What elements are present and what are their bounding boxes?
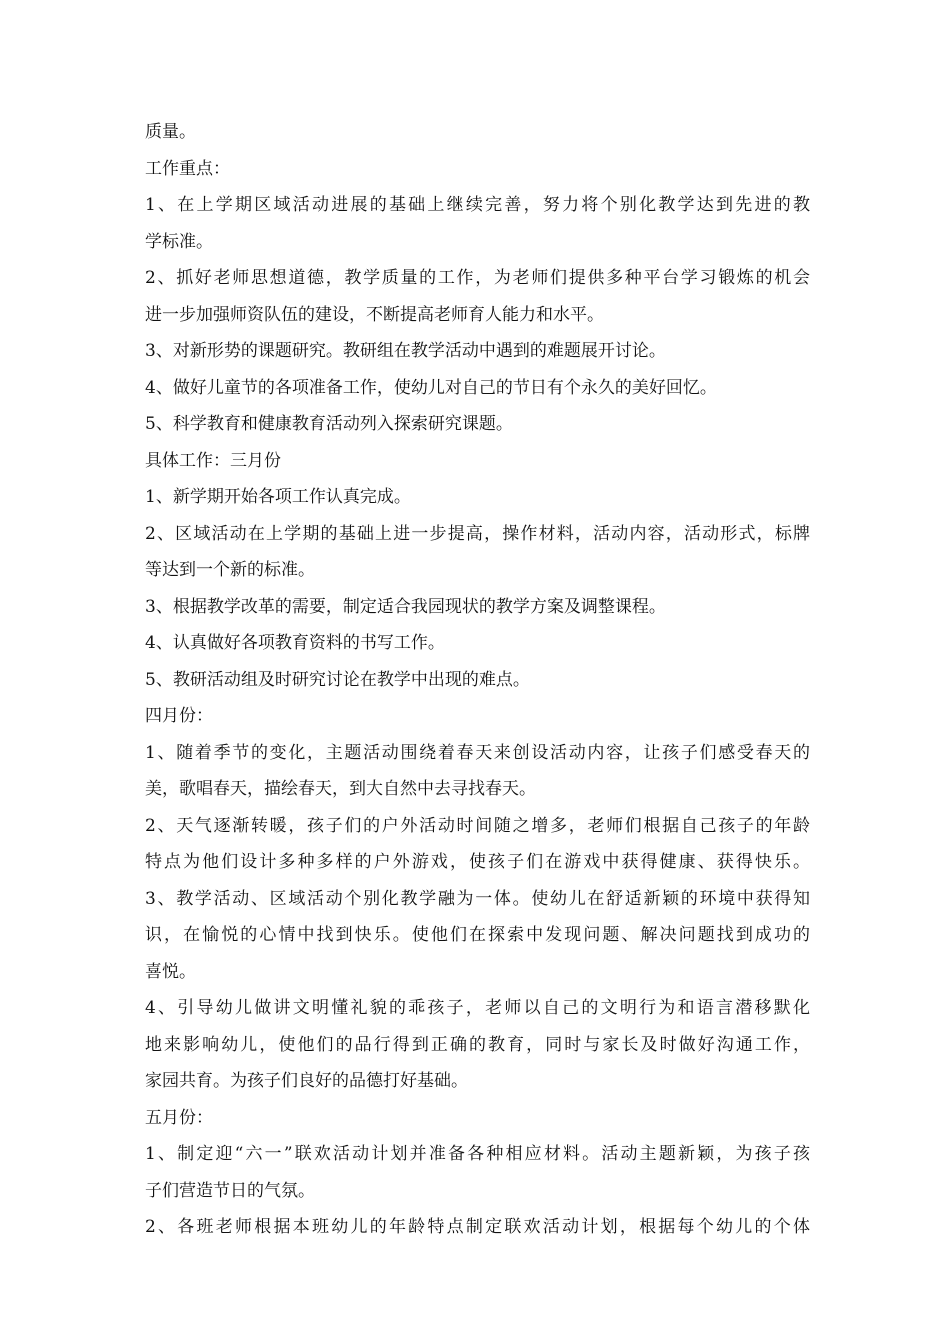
text-line: 2、各班老师根据本班幼儿的年龄特点制定联欢活动计划，根据每个幼儿的个体 [145, 1217, 810, 1237]
text-line: 工作重点： [145, 158, 230, 179]
text-line: 5、教研活动组及时研究讨论在教学中出现的难点。 [145, 669, 530, 690]
text-line: 3、教学活动、区域活动个别化教学融为一体。使幼儿在舒适新颖的环境中获得知 [145, 888, 810, 909]
text-line: 4、引导幼儿做讲文明懂礼貌的乖孩子，老师以自己的文明行为和语言潜移默化 [145, 998, 810, 1018]
text-line: 4、做好儿童节的各项准备工作，使幼儿对自己的节日有个永久的美好回忆。 [145, 377, 717, 398]
text-line: 1、在上学期区域活动进展的基础上继续完善，努力将个别化教学达到先进的教 [145, 195, 810, 215]
text-line: 特点为他们设计多种多样的户外游戏，使孩子们在游戏中获得健康、获得快乐。 [145, 852, 810, 872]
text-line: 3、根据教学改革的需要，制定适合我园现状的教学方案及调整课程。 [145, 596, 666, 617]
text-line: 地来影响幼儿，使他们的品行得到正确的教育，同时与家长及时做好沟通工作， [145, 1034, 810, 1055]
text-line: 2、区域活动在上学期的基础上进一步提高，操作材料，活动内容，活动形式，标牌 [145, 523, 810, 544]
text-line: 家园共育。为孩子们良好的品德打好基础。 [145, 1071, 468, 1091]
text-line: 美，歌唱春天，描绘春天，到大自然中去寻找春天。 [145, 779, 536, 799]
text-line: 3、对新形势的课题研究。教研组在教学活动中遇到的难题展开讨论。 [145, 341, 666, 361]
text-line: 识，在愉悦的心情中找到快乐。使他们在探索中发现问题、解决问题找到成功的 [145, 925, 810, 945]
text-line: 1、制定迎“六一”联欢活动计划并准备各种相应材料。活动主题新颖，为孩子孩 [145, 1144, 810, 1164]
text-line: 4、认真做好各项教育资料的书写工作。 [145, 633, 445, 653]
text-line: 具体工作：三月份 [145, 450, 281, 471]
text-line: 1、随着季节的变化，主题活动围绕着春天来创设活动内容，让孩子们感受春天的 [145, 742, 810, 763]
text-line: 2、抓好老师思想道德，教学质量的工作，为老师们提供多种平台学习锻炼的机会 [145, 268, 810, 288]
text-line: 等达到一个新的标准。 [145, 560, 315, 580]
text-line: 五月份： [145, 1107, 213, 1128]
text-line: 子们营造节日的气氛。 [145, 1180, 315, 1201]
text-line: 喜悦。 [145, 961, 196, 982]
text-line: 1、新学期开始各项工作认真完成。 [145, 487, 411, 507]
document-page [145, 114, 810, 1246]
text-line: 质量。 [145, 122, 196, 142]
text-line: 四月份： [145, 706, 213, 726]
text-line: 进一步加强师资队伍的建设，不断提高老师育人能力和水平。 [145, 304, 604, 325]
text-line: 学标准。 [145, 231, 213, 252]
text-line: 2、天气逐渐转暖，孩子们的户外活动时间随之增多，老师们根据自己孩子的年龄 [145, 815, 810, 836]
text-line: 5、科学教育和健康教育活动列入探索研究课题。 [145, 414, 513, 434]
